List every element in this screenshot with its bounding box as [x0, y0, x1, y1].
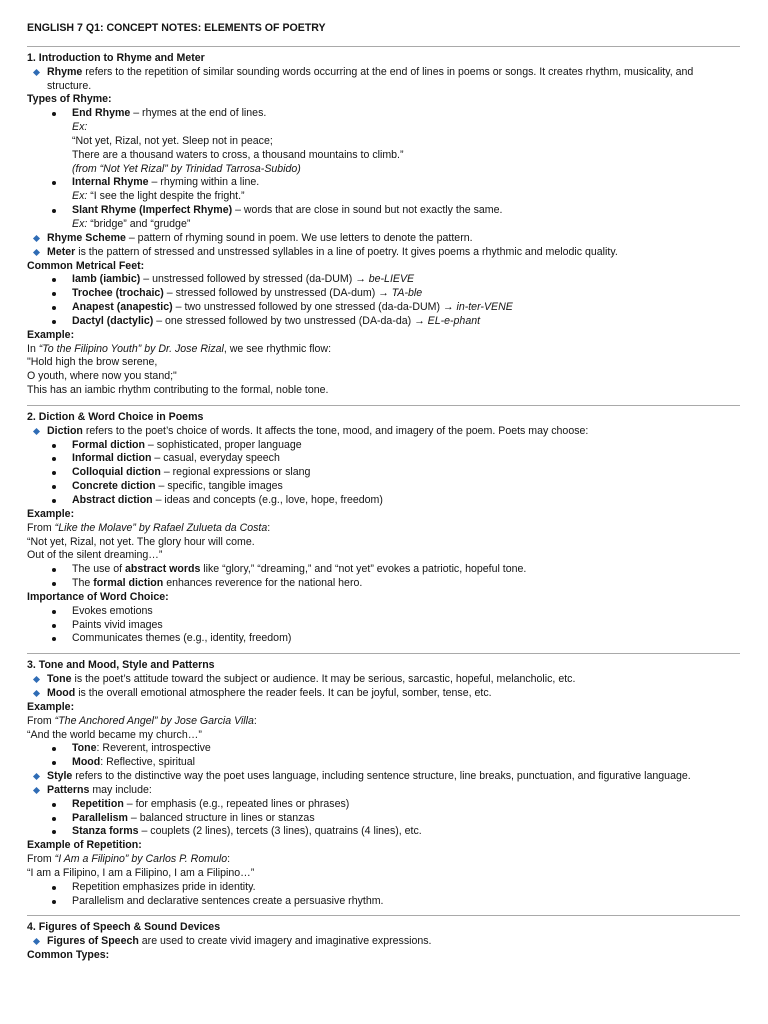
bold-term: Informal diction [72, 452, 152, 465]
italic-text: “To the Filipino Youth” by Dr. Jose Rizal [38, 342, 224, 355]
indented-line [27, 190, 740, 204]
text-run: Out of the silent dreaming…” [27, 549, 163, 562]
diamond-bullet-item [27, 246, 740, 260]
text-run: – rhyming within a line. [148, 176, 260, 189]
text-line [27, 356, 740, 370]
text-run: The use of [72, 563, 125, 576]
bold-term: Example: [27, 328, 75, 341]
bold-term: Parallelism [72, 811, 128, 824]
bullet-item [27, 273, 740, 287]
subheading [27, 508, 740, 522]
text-run: – one stressed followed by two unstressed (DA-da-da) → [153, 314, 428, 327]
text-run: – words that are close in sound but not exactly the same. [232, 204, 503, 217]
bold-term: Rhyme Scheme [47, 231, 126, 244]
bullet-item [27, 742, 740, 756]
diamond-bullet-item [27, 784, 740, 798]
diamond-bullet-icon [33, 676, 40, 683]
bullet-item [27, 466, 740, 480]
bold-term: Dactyl (dactylic) [72, 314, 154, 327]
bullet-item [27, 632, 740, 646]
indented-line [27, 135, 740, 149]
diamond-bullet-item [27, 425, 740, 439]
bold-term: Slant Rhyme (Imperfect Rhyme) [72, 204, 233, 217]
text-line [27, 867, 740, 881]
bold-term: Internal Rhyme [72, 176, 149, 189]
bold-term: Common Metrical Feet: [27, 259, 145, 272]
section-2 [27, 411, 740, 646]
text-run: This has an iambic rhythm contributing to the formal, noble tone. [27, 384, 329, 397]
dot-bullet-icon [52, 747, 56, 751]
text-line [27, 522, 740, 536]
section-divider [27, 405, 740, 406]
bold-term: Abstract diction [72, 494, 153, 506]
bold-term: Mood [47, 686, 76, 699]
dot-bullet-icon [52, 320, 56, 324]
diamond-bullet-item [27, 232, 740, 246]
text-line [27, 536, 740, 550]
bold-term: Common Types: [27, 949, 110, 962]
bullet-item [27, 452, 740, 466]
bold-term: Colloquial diction [72, 466, 161, 479]
section-divider [27, 915, 740, 916]
section-heading: 1. Introduction to Rhyme and Meter [27, 51, 205, 64]
bullet-item [27, 176, 740, 190]
bullet-item [27, 563, 740, 577]
text-run: There are a thousand waters to cross, a thousand mountains to climb.” [72, 148, 404, 161]
title-divider [27, 46, 740, 47]
bullet-item [27, 107, 740, 121]
dot-bullet-icon [52, 485, 56, 489]
dot-bullet-icon [52, 457, 56, 461]
text-run: “I see the light despite the fright.” [87, 190, 245, 203]
bold-term: Types of Rhyme: [27, 93, 112, 106]
section-heading: 4. Figures of Speech & Sound Devices [27, 921, 221, 934]
italic-text: Ex: [72, 190, 88, 203]
text-run: refers to the repetition of similar sounding words occurring at the end of lines in poems or songs. It creates rhythm, musicality, and structure. [47, 65, 694, 92]
italic-text: Ex: [72, 217, 88, 230]
dot-bullet-icon [52, 444, 56, 448]
bullet-item [27, 881, 740, 895]
diamond-bullet-item [27, 687, 740, 701]
diamond-bullet-icon [33, 690, 40, 697]
text-line [27, 853, 740, 867]
bullet-item [27, 577, 740, 591]
dot-bullet-icon [52, 278, 56, 282]
bold-term: Example of Repetition: [27, 839, 142, 852]
text-run: is the pattern of stressed and unstressed syllables in a line of poetry. It gives poems a rhythmic and melodic quality. [75, 245, 618, 258]
bold-term: Mood [72, 756, 101, 769]
diamond-bullet-icon [33, 69, 40, 76]
bold-term: Trochee (trochaic) [72, 287, 164, 300]
section-3 [27, 659, 740, 908]
text-run: “Not yet, Rizal, not yet. The glory hour will come. [27, 535, 255, 548]
dot-bullet-icon [52, 761, 56, 765]
text-run: is the overall emotional atmosphere the reader feels. It can be joyful, somber, tense, etc. [75, 686, 492, 699]
text-run: refers to the distinctive way the poet uses language, including sentence structure, line breaks, punctuation, and figurative language. [72, 770, 691, 783]
text-run: – regional expressions or slang [160, 466, 311, 479]
section-heading: 3. Tone and Mood, Style and Patterns [27, 659, 215, 672]
bullet-item [27, 812, 740, 826]
diamond-bullet-item [27, 66, 740, 94]
bullet-item [27, 798, 740, 812]
bold-term: Tone [47, 673, 72, 686]
text-run: – couplets (2 lines), tercets (3 lines), quatrains (4 lines), etc. [138, 825, 422, 838]
bold-term: Example: [27, 700, 75, 713]
bullet-item [27, 605, 740, 619]
bold-term: Patterns [47, 783, 90, 796]
dot-bullet-icon [52, 181, 56, 185]
text-run: like “glory,” “dreaming,” and “not yet” evokes a patriotic, hopeful tone. [200, 563, 527, 576]
text-run: : [253, 714, 257, 727]
indented-line [27, 163, 740, 177]
text-run: “I am a Filipino, I am a Filipino, I am a Filipino…” [27, 866, 255, 879]
bullet-item [27, 825, 740, 839]
text-run: “bridge” and “grudge” [87, 217, 191, 230]
text-run: – unstressed followed by stressed (da-DUM) → [140, 273, 369, 286]
section-divider [27, 653, 740, 654]
bold-term: Stanza forms [72, 825, 139, 838]
bullet-item [27, 494, 740, 508]
bold-term: Importance of Word Choice: [27, 590, 169, 603]
bullet-item [27, 439, 740, 453]
dot-bullet-icon [52, 886, 56, 890]
text-run: may include: [89, 783, 152, 796]
text-line [27, 370, 740, 384]
diamond-bullet-item [27, 770, 740, 784]
text-line [27, 384, 740, 398]
bold-term: Concrete diction [72, 480, 156, 493]
text-line [27, 343, 740, 357]
italic-text: “Like the Molave” by Rafael Zulueta da Costa [54, 521, 268, 534]
dot-bullet-icon [52, 292, 56, 296]
subheading [27, 260, 740, 274]
text-run: : Reflective, spiritual [100, 756, 196, 769]
text-run: – specific, tangible images [155, 480, 283, 493]
text-run: From [27, 853, 55, 866]
text-run: "Hold high the brow serene, [27, 356, 158, 369]
bold-term: Repetition [72, 797, 124, 810]
indented-line [27, 218, 740, 232]
subheading [27, 329, 740, 343]
bullet-item [27, 619, 740, 633]
dot-bullet-icon [52, 582, 56, 586]
italic-text: TA-ble [391, 287, 423, 300]
section-heading: 2. Diction & Word Choice in Poems [27, 410, 204, 423]
italic-text: (from “Not Yet Rizal” by Trinidad Tarrosa-Subido) [72, 162, 301, 175]
text-run: Paints vivid images [72, 618, 163, 631]
text-run: “Not yet, Rizal, not yet. Sleep not in peace; [72, 134, 273, 147]
text-run: – sophisticated, proper language [144, 438, 302, 451]
text-run: enhances reverence for the national hero. [163, 577, 363, 590]
italic-text: be-LIEVE [368, 273, 415, 286]
document-body [27, 52, 740, 963]
dot-bullet-icon [52, 568, 56, 572]
italic-text: in-ter-VENE [456, 301, 513, 314]
italic-text: EL-e-phant [427, 314, 481, 327]
diamond-bullet-icon [33, 773, 40, 780]
document-title: ENGLISH 7 Q1: CONCEPT NOTES: ELEMENTS OF POETRY [27, 22, 326, 34]
bold-term: Tone [72, 742, 97, 755]
text-run: In [27, 342, 39, 355]
dot-bullet-icon [52, 471, 56, 475]
text-run: : [227, 853, 231, 866]
dot-bullet-icon [52, 803, 56, 807]
dot-bullet-icon [52, 499, 56, 503]
text-run: – casual, everyday speech [151, 452, 280, 465]
bold-term: formal diction [93, 577, 164, 590]
subheading [27, 591, 740, 605]
section-4 [27, 921, 740, 963]
diamond-bullet-item [27, 673, 740, 687]
bold-term: Diction [47, 424, 83, 437]
text-line [27, 549, 740, 563]
text-run: – pattern of rhyming sound in poem. We use letters to denote the pattern. [125, 231, 473, 244]
bullet-item [27, 756, 740, 770]
dot-bullet-icon [52, 900, 56, 904]
text-run: O youth, where now you stand;" [27, 370, 177, 383]
dot-bullet-icon [52, 306, 56, 310]
text-line [27, 715, 740, 729]
diamond-bullet-icon [33, 249, 40, 256]
text-run: – for emphasis (e.g., repeated lines or phrases) [123, 797, 350, 810]
text-run: – balanced structure in lines or stanzas [127, 811, 315, 824]
bullet-item [27, 480, 740, 494]
indented-line [27, 149, 740, 163]
indented-line [27, 121, 740, 135]
text-run: : [267, 521, 271, 534]
italic-text: “I Am a Filipino” by Carlos P. Romulo [54, 853, 228, 866]
subheading [27, 93, 740, 107]
text-run: – ideas and concepts (e.g., love, hope, freedom) [152, 494, 383, 506]
text-run: : Reverent, introspective [96, 742, 211, 755]
text-run: From [27, 521, 55, 534]
text-run: refers to the poet’s choice of words. It affects the tone, mood, and imagery of the poem. Poets may choose: [82, 424, 589, 437]
text-line [27, 729, 740, 743]
dot-bullet-icon [52, 830, 56, 834]
dot-bullet-icon [52, 112, 56, 116]
bold-term: End Rhyme [72, 107, 131, 120]
bullet-item [27, 204, 740, 218]
italic-text: Ex: [72, 121, 88, 134]
diamond-bullet-icon [33, 938, 40, 945]
dot-bullet-icon [52, 637, 56, 641]
text-run: From [27, 714, 55, 727]
text-run: – stressed followed by unstressed (DA-dum) → [163, 287, 392, 300]
text-run: are used to create vivid imagery and imaginative expressions. [138, 935, 432, 948]
bullet-item [27, 895, 740, 909]
text-run: Evokes emotions [72, 604, 153, 617]
subheading [27, 701, 740, 715]
dot-bullet-icon [52, 209, 56, 213]
bold-term: Meter [47, 245, 76, 258]
text-run: is the poet’s attitude toward the subject or audience. It may be serious, sarcastic, hopeful, melancholic, etc. [71, 673, 576, 686]
text-run: Repetition emphasizes pride in identity. [72, 880, 256, 893]
bold-term: Figures of Speech [47, 935, 139, 948]
bold-term: Style [47, 770, 73, 783]
bullet-item [27, 301, 740, 315]
text-run: – two unstressed followed by one stressed (da-da-DUM) → [172, 301, 457, 314]
dot-bullet-icon [52, 624, 56, 628]
text-run: Parallelism and declarative sentences create a persuasive rhythm. [72, 894, 384, 907]
dot-bullet-icon [52, 817, 56, 821]
text-run: , we see rhythmic flow: [223, 342, 332, 355]
subheading [27, 839, 740, 853]
bullet-item [27, 315, 740, 329]
text-run: Communicates themes (e.g., identity, freedom) [72, 632, 292, 645]
bold-term: Anapest (anapestic) [72, 301, 173, 314]
bold-term: Example: [27, 507, 75, 520]
bold-term: Formal diction [72, 438, 145, 451]
diamond-bullet-item [27, 935, 740, 949]
section-1 [27, 52, 740, 398]
italic-text: “The Anchored Angel” by Jose Garcia Villa [54, 714, 254, 727]
diamond-bullet-icon [33, 787, 40, 794]
dot-bullet-icon [52, 610, 56, 614]
text-run: – rhymes at the end of lines. [130, 107, 267, 120]
text-run: “And the world became my church…” [27, 728, 202, 741]
bold-term: Rhyme [47, 65, 83, 78]
diamond-bullet-icon [33, 235, 40, 242]
bullet-item [27, 287, 740, 301]
bold-term: Iamb (iambic) [72, 273, 141, 286]
subheading [27, 949, 740, 963]
bold-term: abstract words [125, 563, 201, 576]
text-run: The [72, 577, 94, 590]
diamond-bullet-icon [33, 428, 40, 435]
